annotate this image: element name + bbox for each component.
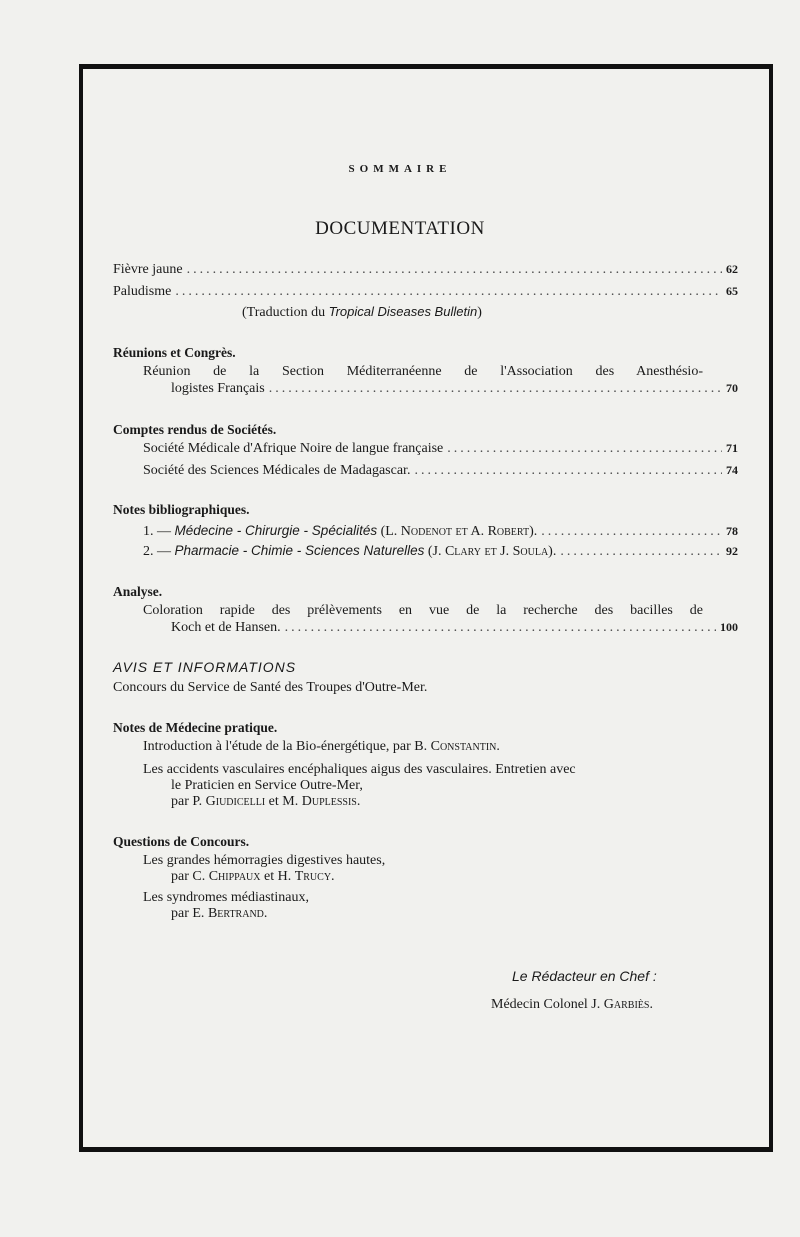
dot-leader — [269, 381, 722, 397]
item-author: Trucy. — [294, 869, 335, 884]
entry-authors: (J. Clary et J. Soula). — [424, 544, 557, 559]
item-text: Introduction à l'étude de la Bio-énergétique, par B. — [143, 739, 431, 754]
medecine-item-2-line-2: le Praticien en Service Outre-Mer, — [171, 778, 363, 793]
dot-leader — [285, 620, 716, 636]
medecine-item-2-line-1: Les accidents vasculaires encéphaliques aigus des vasculaires. Entretien avec — [143, 762, 576, 777]
item-text: et H. — [260, 869, 295, 884]
note-source: Tropical Diseases Bulletin — [328, 304, 478, 319]
toc-entry-label: Société des Sciences Médicales de Madagascar. — [143, 463, 411, 478]
sommaire-heading: SOMMAIRE — [348, 163, 452, 175]
dot-leader — [175, 284, 722, 300]
item-author: Constantin. — [430, 739, 500, 754]
toc-page-number: 71 — [726, 441, 738, 455]
entry-title: Médecine - Chirurgie - Spécialités — [174, 523, 378, 538]
entry-number: 1. — — [143, 524, 175, 539]
editor-name-prefix: Médecin Colonel J. — [491, 997, 604, 1012]
section-heading-medecine-pratique: Notes de Médecine pratique. — [113, 720, 278, 735]
section-heading-reunions: Réunions et Congrès. — [113, 345, 236, 360]
item-author: Bertrand. — [207, 906, 268, 921]
section-heading-comptes-rendus: Comptes rendus de Sociétés. — [113, 422, 277, 437]
entry-number: 2. — — [143, 544, 175, 559]
concours-item-2-line-1: Les syndromes médiastinaux, — [143, 890, 310, 905]
toc-entry-biblio-pharmacie — [143, 543, 738, 560]
toc-page-number: 78 — [726, 524, 738, 538]
toc-entry-biblio-medecine — [143, 523, 738, 540]
reunion-line-1: Réunion de la Section Méditerranéenne de l'Association des Anesthésio- — [143, 364, 703, 379]
editor-name — [491, 997, 653, 1013]
translation-note — [242, 304, 482, 321]
toc-page-number: 70 — [726, 381, 738, 395]
note-prefix: (Traduction du — [242, 305, 329, 320]
entry-authors: (L. Nodenot et A. Robert). — [377, 524, 538, 539]
toc-entry-label: Koch et de Hansen. — [171, 620, 281, 635]
item-text: et M. — [265, 794, 302, 809]
concours-item-2-line-2 — [171, 906, 267, 922]
medecine-item-1 — [143, 739, 500, 755]
documentation-title: DOCUMENTATION — [315, 218, 485, 239]
dot-leader — [560, 544, 722, 560]
dot-leader — [414, 463, 722, 479]
item-author: Chippaux — [208, 869, 261, 884]
avis-line: Concours du Service de Santé des Troupes d'Outre-Mer. — [113, 680, 428, 695]
toc-page-number: 100 — [720, 620, 738, 634]
entry-title: Pharmacie - Chimie - Sciences Naturelles — [174, 543, 425, 558]
toc-entry-paludisme — [113, 284, 738, 300]
note-suffix: ) — [477, 305, 482, 320]
toc-page-number: 92 — [726, 544, 738, 558]
item-text: par P. — [171, 794, 206, 809]
toc-entry-label: Paludisme — [113, 284, 172, 299]
section-heading-avis: AVIS ET INFORMATIONS — [113, 659, 297, 675]
analyse-line-1: Coloration rapide des prélèvements en vue de la recherche des bacilles de — [143, 603, 703, 618]
toc-page-number: 74 — [726, 463, 738, 477]
concours-item-1-line-2 — [171, 869, 335, 885]
toc-entry-label — [143, 543, 556, 560]
medecine-item-2-line-3 — [171, 794, 360, 810]
concours-item-1-line-1: Les grandes hémorragies digestives hautes, — [143, 853, 386, 868]
dot-leader — [541, 524, 722, 540]
toc-page-number: 62 — [726, 262, 738, 276]
item-text: par E. — [171, 906, 208, 921]
toc-entry-reunion — [171, 381, 738, 397]
toc-entry-societe-madagascar — [143, 463, 738, 479]
item-text: par C. — [171, 869, 209, 884]
toc-entry-label: logistes Français — [171, 381, 265, 396]
dot-leader — [447, 441, 722, 457]
toc-entry-fievre-jaune — [113, 262, 738, 278]
section-heading-analyse: Analyse. — [113, 584, 163, 599]
section-heading-notes-biblio: Notes bibliographiques. — [113, 502, 250, 517]
toc-entry-label: Société Médicale d'Afrique Noire de langue française — [143, 441, 444, 456]
toc-entry-analyse — [171, 620, 738, 636]
toc-entry-societe-afrique — [143, 441, 738, 457]
toc-entry-label — [143, 523, 537, 540]
dot-leader — [187, 262, 722, 278]
section-heading-concours: Questions de Concours. — [113, 834, 250, 849]
toc-page-number: 65 — [726, 284, 738, 298]
editor-role: Le Rédacteur en Chef : — [512, 968, 657, 984]
item-author: Giudicelli — [205, 794, 266, 809]
editor-surname: Garbiès. — [603, 997, 653, 1012]
toc-entry-label: Fièvre jaune — [113, 262, 183, 277]
item-author: Duplessis. — [301, 794, 361, 809]
